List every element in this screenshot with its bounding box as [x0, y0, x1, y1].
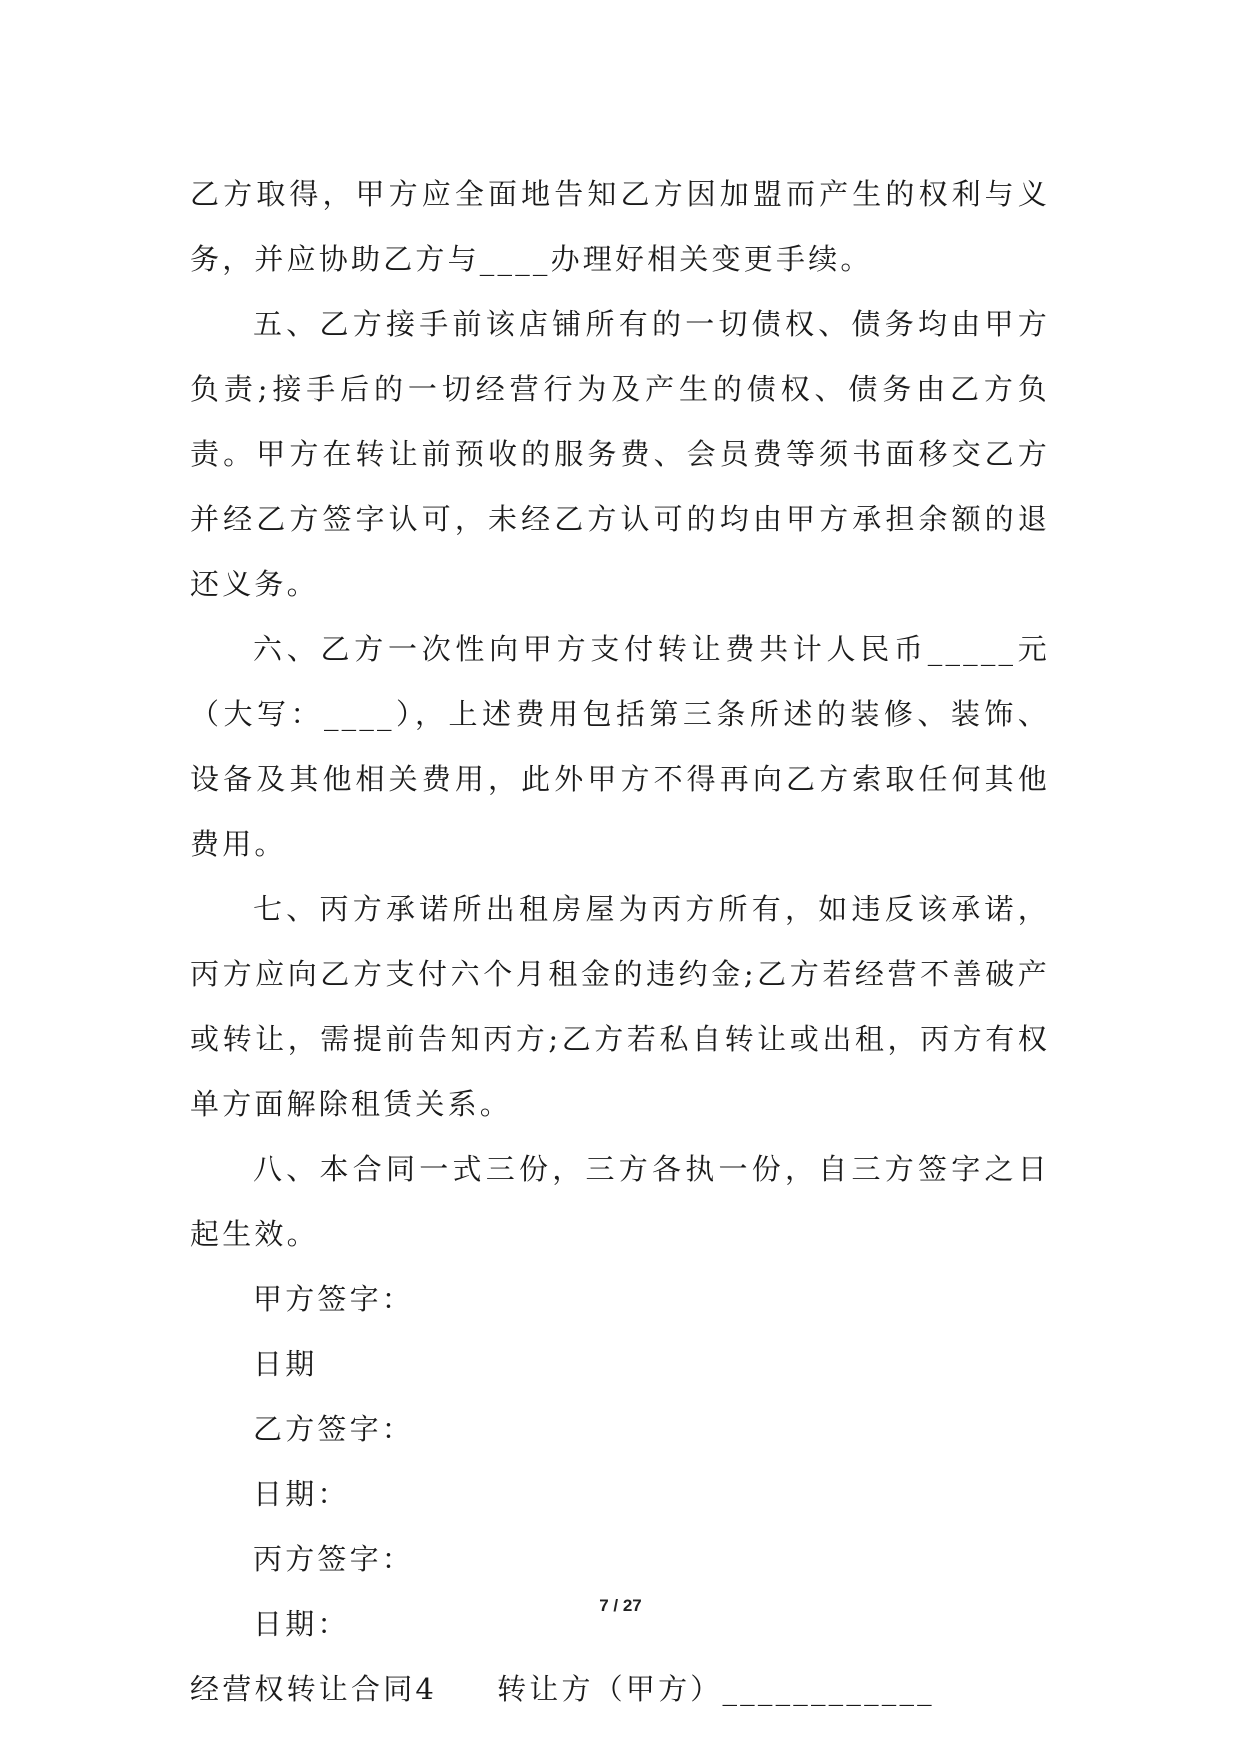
party-a-signature-label: 甲方签字： [253, 1282, 415, 1316]
clause-8: 八、本合同一式三份，三方各执一份，自三方签字之日起生效。 [190, 1152, 1050, 1251]
transferor-field: 转让方（甲方）____________ [497, 1672, 935, 1706]
clause-5: 五、乙方接手前该店铺所有的一切债权、债务均由甲方负责;接手后的一切经营行为及产生的债权、债务由乙方负责。甲方在转让前预收的服务费、会员费等须书面移交乙方并经乙方签字认可，未经乙方认可的均由甲方承担余额的退还义务。 [190, 307, 1050, 601]
party-b-signature-label: 乙方签字： [253, 1412, 415, 1446]
paragraph-continuation: 乙方取得，甲方应全面地告知乙方因加盟而产生的权利与义务，并应协助乙方与____办理好相关变更手续。 [190, 177, 1050, 276]
next-contract-heading [190, 1657, 1050, 1722]
party-c-date-label: 日期： [253, 1607, 350, 1641]
party-c-signature-label: 丙方签字： [253, 1542, 415, 1576]
next-contract-title: 经营权转让合同4 [190, 1672, 438, 1706]
party-b-date-label: 日期： [253, 1477, 350, 1511]
party-a-date-label: 日期 [253, 1347, 318, 1381]
clause-7: 七、丙方承诺所出租房屋为丙方所有，如违反该承诺，丙方应向乙方支付六个月租金的违约金;乙方若经营不善破产或转让，需提前告知丙方;乙方若私自转让或出租，丙方有权单方面解除租赁关系。 [190, 892, 1050, 1121]
clause-6: 六、乙方一次性向甲方支付转让费共计人民币_____元（大写：____），上述费用包括第三条所述的装修、装饰、设备及其他相关费用，此外甲方不得再向乙方索取任何其他费用。 [190, 632, 1050, 861]
page-number: 7 / 27 [599, 1596, 642, 1615]
document-body [190, 162, 1050, 1722]
